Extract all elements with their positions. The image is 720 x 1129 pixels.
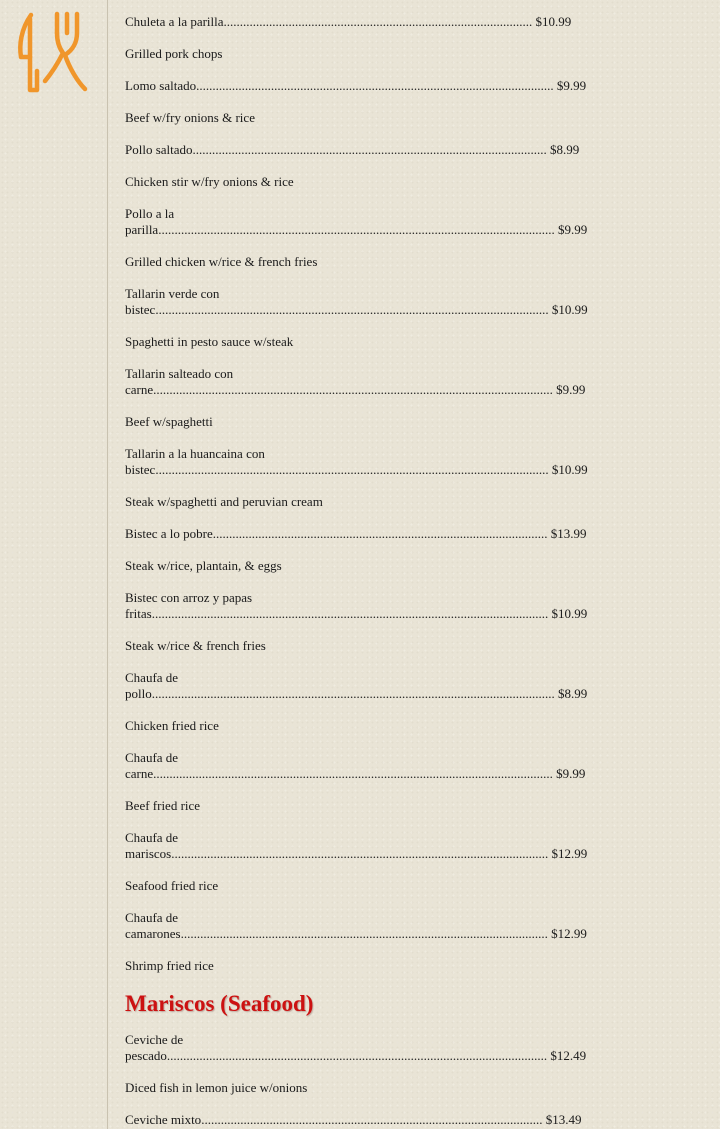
menu-item-line [125, 846, 605, 862]
menu-item [125, 910, 605, 974]
menu-item-dots: ........................................................................................................................... [153, 766, 553, 781]
menu-item [125, 446, 605, 510]
menu-item-name-cont: pescado [125, 1048, 167, 1063]
menu-item-name: Tallarin salteado con [125, 366, 234, 381]
menu-item-description: Diced fish in lemon juice w/onions [125, 1080, 308, 1095]
menu-item-line [125, 1112, 605, 1128]
menu-item-name-cont: carne [125, 766, 154, 781]
menu-item-name-cont: parilla [125, 222, 159, 237]
menu-item [125, 830, 605, 894]
menu-item-line [125, 606, 605, 622]
menu-item-dots: ............................................................................................... [223, 14, 533, 29]
menu-item-line [125, 926, 605, 942]
menu-item-name: Lomo saltado [125, 78, 197, 93]
menu-item-name: Pollo a la [125, 206, 175, 221]
sidebar [0, 0, 108, 1129]
menu-item-name: Pollo saltado [125, 142, 193, 157]
menu-item-line [125, 526, 605, 542]
menu-item [125, 14, 605, 62]
menu-item [125, 526, 605, 574]
menu-item-dots: .......................................................................................................................... [158, 222, 555, 237]
menu-item [125, 1112, 605, 1128]
menu-item-name-cont: pollo [125, 686, 152, 701]
menu-item-line [125, 222, 605, 238]
menu-item-description: Steak w/rice & french fries [125, 638, 266, 653]
menu-item-description: Chicken fried rice [125, 718, 219, 733]
menu-item-price: $12.99 [551, 926, 587, 941]
menu-item [125, 366, 605, 430]
menu-item [125, 1032, 605, 1096]
menu-item-line [125, 14, 605, 30]
menu-item-dots: ....................................................................................................... [212, 526, 548, 541]
menu-item-name-cont: carne [125, 382, 154, 397]
menu-item-description: Shrimp fried rice [125, 958, 214, 973]
menu-item-name: Chaufa de [125, 750, 179, 765]
menu-item-line [125, 462, 605, 478]
menu-item-price: $10.99 [551, 302, 588, 317]
menu-item [125, 78, 605, 126]
menu-item [125, 750, 605, 814]
menu-item-name-cont: mariscos [125, 846, 172, 861]
menu-item-name: Ceviche mixto [125, 1112, 202, 1127]
menu-item-dots: .......................................................................................................................... [151, 606, 549, 621]
menu-item-price: $10.99 [535, 14, 572, 29]
menu-item-name: Chaufa de [125, 910, 179, 925]
menu-item-dots: ..................................................................................................................... [166, 1048, 548, 1063]
menu-item-dots: ......................................................................................................................... [155, 462, 549, 477]
menu-item-price: $10.99 [551, 606, 588, 621]
menu-item-name: Chaufa de [125, 670, 179, 685]
menu-item-name-cont: bistec [125, 462, 156, 477]
menu-item-name-cont: bistec [125, 302, 156, 317]
menu-item-price: $9.99 [556, 766, 586, 781]
menu-item-name-cont: camarones [125, 926, 181, 941]
menu-item-line [125, 1048, 605, 1064]
menu-item-dots: ................................................................................................................. [180, 926, 548, 941]
menu-item-description: Steak w/rice, plantain, & eggs [125, 558, 282, 573]
menu-item [125, 206, 605, 270]
menu-item [125, 670, 605, 734]
menu-item-dots: .............................................................................................................. [196, 78, 554, 93]
menu-item-name: Tallarin a la huancaina con [125, 446, 265, 461]
menu-list [125, 14, 605, 1128]
menu-item-name-cont: fritas [125, 606, 152, 621]
menu-item-price: $9.99 [557, 222, 588, 237]
menu-item-price: $12.99 [551, 846, 588, 861]
menu-item-price: $8.99 [550, 142, 580, 157]
menu-item-name: Chaufa de [125, 830, 179, 845]
menu-item-price: $13.99 [550, 526, 587, 541]
menu-item-description: Grilled chicken w/rice & french fries [125, 254, 318, 269]
menu-item-description: Spaghetti in pesto sauce w/steak [125, 334, 294, 349]
menu-item-dots: .................................................................................................................... [171, 846, 549, 861]
menu-item-line [125, 766, 605, 782]
menu-item-description: Seafood fried rice [125, 878, 219, 893]
menu-item [125, 286, 605, 350]
menu-item-price: $12.49 [550, 1048, 587, 1063]
menu-item-description: Steak w/spaghetti and peruvian cream [125, 494, 323, 509]
menu-item-price: $10.99 [551, 462, 588, 477]
section-title: Mariscos (Seafood) [125, 991, 314, 1016]
menu-item-description: Chicken stir w/fry onions & rice [125, 174, 294, 189]
menu-item-name: Tallarin verde con [125, 286, 220, 301]
menu-item-name: Bistec con arroz y papas [125, 590, 253, 605]
menu-item-price: $9.99 [556, 78, 587, 93]
menu-item-description: Grilled pork chops [125, 46, 223, 61]
menu-item-price: $8.99 [557, 686, 588, 701]
menu-item-dots: ......................................................................................................................... [155, 302, 549, 317]
menu-item-name: Chuleta a la parilla [125, 14, 224, 29]
menu-item-description: Beef w/fry onions & rice [125, 110, 255, 125]
menu-item-line [125, 78, 605, 94]
menu-item-dots: ......................................................................................................... [201, 1112, 543, 1127]
menu-item-line [125, 686, 605, 702]
menu-item-line [125, 302, 605, 318]
menu-item-dots: ............................................................................................................................ [151, 686, 555, 701]
menu-item-dots: ............................................................................................................. [192, 142, 547, 157]
menu-item-price: $13.49 [545, 1112, 582, 1127]
menu-item-line [125, 382, 605, 398]
menu-item-name: Ceviche de [125, 1032, 184, 1047]
fork-knife-icon [17, 11, 89, 95]
menu-item-description: Beef fried rice [125, 798, 201, 813]
menu-item-line [125, 142, 605, 158]
menu-item [125, 142, 605, 190]
menu-item-price: $9.99 [556, 382, 586, 397]
menu-item-dots: ........................................................................................................................... [153, 382, 553, 397]
menu-item-name: Bistec a lo pobre [125, 526, 213, 541]
menu-item-description: Beef w/spaghetti [125, 414, 213, 429]
menu-item [125, 590, 605, 654]
